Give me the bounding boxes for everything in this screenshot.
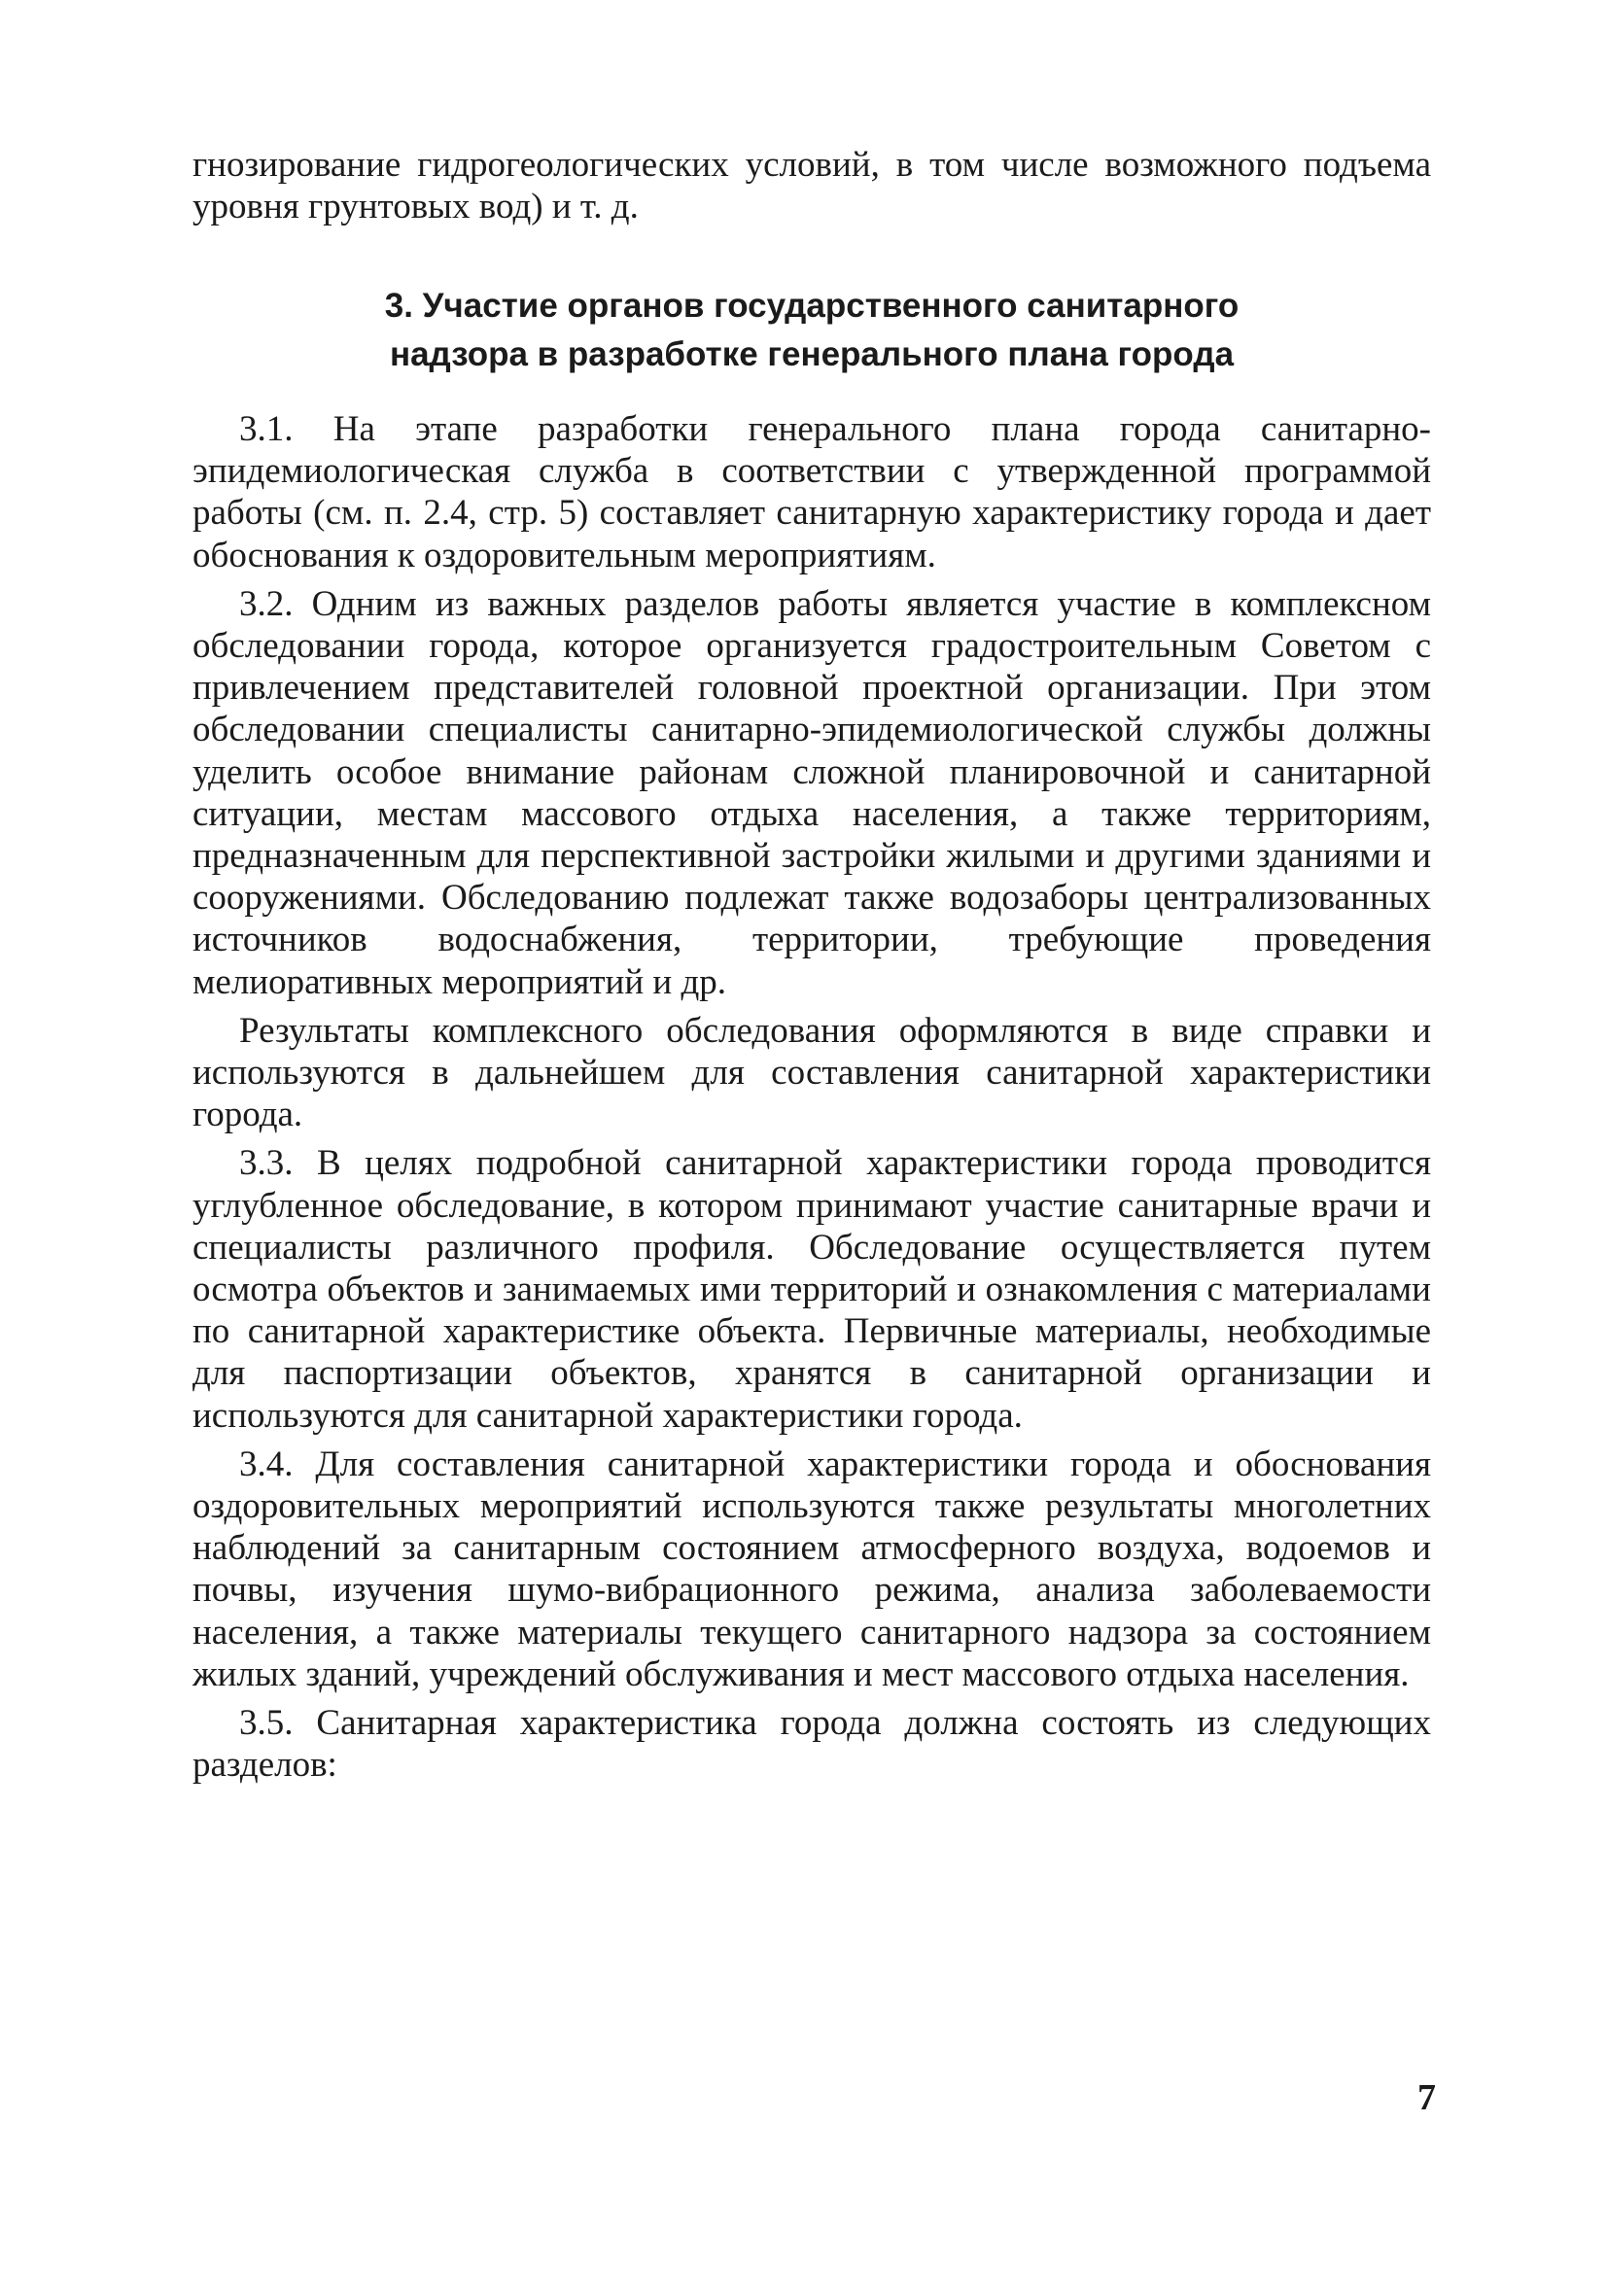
section-heading-line-1: 3. Участие органов государственного санитарного: [384, 287, 1240, 325]
paragraph-3-2: 3.2. Одним из важных разделов работы является участие в комплексном обследовании города, которое организуется градостроительным Советом с привлечением представителей головной проектной организации. При этом обследовании специалисты санитарно-эпидемиологической службы должны уделить особое внимание районам сложной планировочной и санитарной ситуации, местам массового отдыха населения, а также территориям, предназначенным для перспективной застройки жилыми и другими зданиями и сооружениями. Обследованию подлежат также водозаборы централизованных источников водоснабжения, территории, требующие проведения мелиоративных мероприятий и др.: [192, 583, 1431, 1002]
section-heading-line-2: надзора в разработке генерального плана города: [389, 335, 1235, 373]
section-heading: [192, 282, 1431, 379]
paragraph-3-3: 3.3. В целях подробной санитарной характеристики города проводится углубленное обследование, в котором принимают участие санитарные врачи и специалисты различного профиля. Обследование осуществляется путем осмотра объектов и занимаемых ими территорий и ознакомления с материалами по санитарной характеристике объекта. Первичные материалы, необходимые для паспортизации объектов, хранятся в санитарной организации и используются для санитарной характеристики города.: [192, 1143, 1431, 1436]
paragraph-3-1: 3.1. На этапе разработки генерального плана города санитарно-эпидемиологическая служба в соответствии с утвержденной программой работы (см. п. 2.4, стр. 5) составляет санитарную характеристику города и дает обоснования к оздоровительным мероприятиям.: [192, 409, 1431, 575]
section-body: [192, 408, 1431, 1793]
continuation-paragraph: гнозирование гидрогеологических условий, в том числе возможного подъема уровня грунтовых вод) и т. д.: [192, 145, 1431, 227]
paragraph-3-5: 3.5. Санитарная характеристика города должна состоять из следующих разделов:: [192, 1703, 1431, 1786]
paragraph-3-4: 3.4. Для составления санитарной характеристики города и обоснования оздоровительных мероприятий используются также результаты многолетних наблюдений за санитарным состоянием атмосферного воздуха, водоемов и почвы, изучения шумо-вибрационного режима, анализа заболеваемости населения, а также материалы текущего санитарного надзора за состоянием жилых зданий, учреждений обслуживания и мест массового отдыха населения.: [192, 1444, 1431, 1694]
page-number: 7: [1417, 2077, 1436, 2118]
paragraph-survey-results: Результаты комплексного обследования оформляются в виде справки и используются в дальнейшем для составления санитарной характеристики города.: [192, 1010, 1431, 1135]
